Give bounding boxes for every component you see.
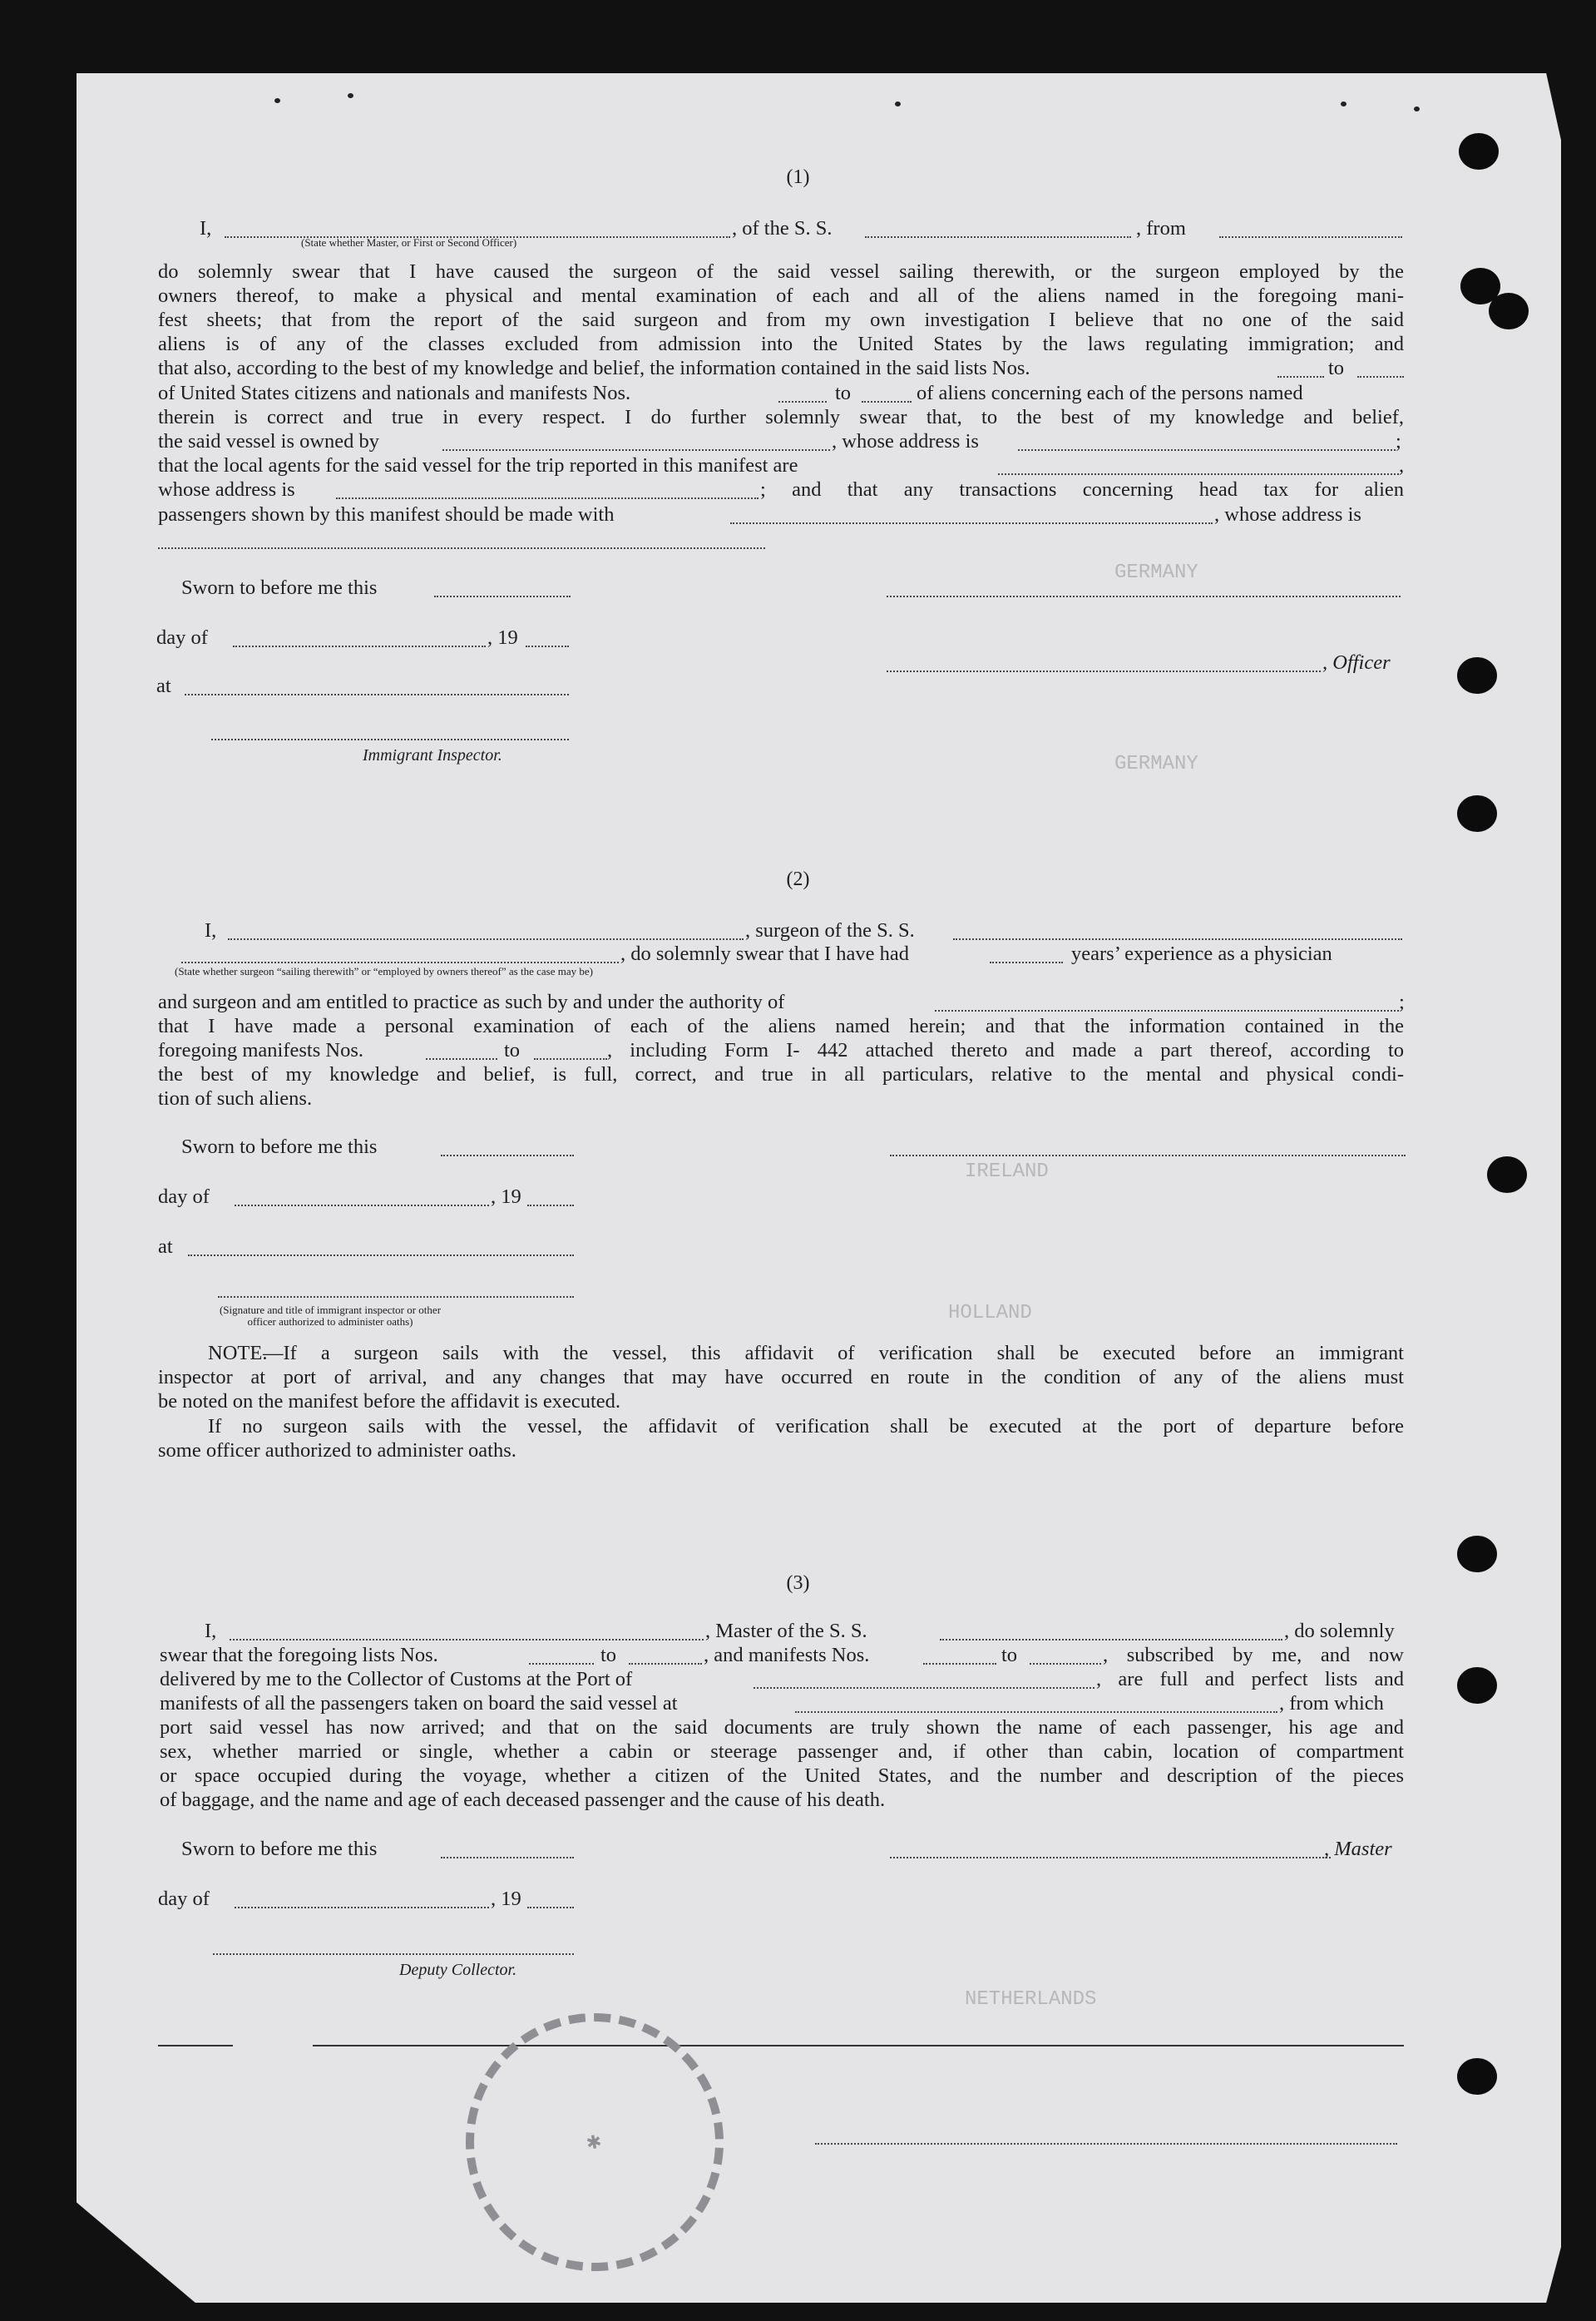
s1-officer-signature-field[interactable] [887, 596, 1401, 597]
s3-master-name-field[interactable] [230, 1639, 704, 1641]
s3-to: to [600, 1644, 617, 1666]
s2-body-line: and surgeon and am entitled to practice as such by and under the authority of [158, 991, 785, 1013]
s1-from-field[interactable] [1219, 236, 1402, 238]
s2-officer-signature-field[interactable] [218, 1296, 574, 1298]
s3-manifests: , and manifests Nos. [704, 1644, 870, 1666]
bleed-through-text: GERMANY [1114, 562, 1198, 584]
s1-head-tax-party-field[interactable] [730, 522, 1213, 524]
s3-master-signature-field[interactable] [890, 1857, 1331, 1858]
s1-day-field[interactable] [233, 646, 486, 647]
s3-subscribed: , subscribed by me, and now [1103, 1644, 1404, 1666]
bleed-through-text: IRELAND [965, 1160, 1049, 1183]
s3-collector-signature-field[interactable] [213, 1953, 574, 1955]
s2-note-line: be noted on the manifest before the affidavit is executed. [158, 1390, 621, 1413]
s2-i: I, [205, 919, 217, 942]
s3-collector: Deputy Collector. [399, 1961, 517, 1979]
s2-surgeon-status-field[interactable] [181, 962, 619, 963]
s1-head-tax: ; and that any transactions concerning head tax for alien [760, 478, 1404, 501]
bottom-dotted-line [815, 2143, 1397, 2145]
s3-body-line: of baggage, and the name and age of each deceased passenger and the cause of his death. [160, 1789, 886, 1811]
s1-vessel-field[interactable] [865, 236, 1131, 238]
s2-year-field[interactable] [527, 1205, 574, 1206]
s3-day-field[interactable] [235, 1907, 489, 1908]
s1-day-of: day of [156, 626, 208, 649]
s1-sworn-date-field[interactable] [434, 596, 571, 597]
s2-sworn-date-field[interactable] [441, 1155, 574, 1156]
punch-hole [1487, 1156, 1527, 1193]
s1-i: I, [200, 217, 212, 240]
s1-from: , from [1136, 217, 1186, 240]
s2-note2-line: some officer authorized to administer oaths. [158, 1439, 516, 1462]
s1-body-line: owners thereof, to make a physical and mental examination of each and all of the aliens named in the foregoing mani- [158, 285, 1404, 307]
s1-body-line: do solemnly swear that I have caused the surgeon of the said vessel sailing therewith, or the surgeon employed by the [158, 260, 1404, 283]
s2-surgeon-signature-field[interactable] [890, 1155, 1406, 1156]
s1-lists-from-field[interactable] [1277, 376, 1324, 378]
s3-full-perfect: , are full and perfect lists and [1096, 1668, 1404, 1690]
s1-agents-field[interactable] [998, 473, 1399, 475]
s1-manifests-from-field[interactable] [778, 401, 827, 403]
s3-body-line: sex, whether married or single, whether a cabin or steerage passenger and, if other than cabin, location of compartment [160, 1740, 1404, 1763]
s2-sworn: Sworn to before me this [181, 1136, 378, 1158]
s3-master-of-ss: , Master of the S. S. [705, 1620, 867, 1642]
s1-agents-address-field[interactable] [336, 497, 758, 499]
s1-to: to [1328, 357, 1345, 379]
s2-surgeon-note: (State whether surgeon “sailing therewith” or “employed by owners thereof” as the case may be) [175, 965, 593, 977]
speck [348, 93, 353, 98]
s1-of-ss: , of the S. S. [732, 217, 833, 240]
s1-officer: , Officer [1322, 651, 1391, 674]
section-3-heading: (3) [786, 1572, 810, 1594]
s3-vessel-field[interactable] [940, 1639, 1282, 1641]
s1-inspector: Immigrant Inspector. [363, 746, 502, 765]
s2-note-label: NOTE. [208, 1342, 268, 1364]
s1-body-line: fest sheets; that from the report of the said surgeon and from my own investigation I believe that no one of the said [158, 309, 1404, 331]
s1-body-line: that also, according to the best of my knowledge and belief, the information contained in the said lists Nos. [158, 357, 1030, 379]
s1-head-tax-address-field[interactable] [158, 547, 765, 549]
s2-years: years’ experience as a physician [1071, 943, 1332, 965]
bleed-through-text: HOLLAND [948, 1302, 1032, 1324]
punch-hole [1457, 2058, 1497, 2095]
s3-i: I, [205, 1620, 217, 1642]
port-stamp: ✱ [429, 1977, 759, 2307]
s1-owner-field[interactable] [442, 449, 830, 451]
s2-day-field[interactable] [235, 1205, 489, 1206]
s1-semicolon: ; [1396, 430, 1401, 453]
s1-at: at [156, 675, 171, 697]
speck [1414, 106, 1420, 111]
s1-year-field[interactable] [526, 646, 569, 647]
s2-year: , 19 [491, 1185, 521, 1208]
s3-day-of: day of [158, 1888, 210, 1910]
s2-semicolon: ; [1399, 991, 1405, 1013]
s1-manifests-to-field[interactable] [862, 401, 912, 403]
s3-body-line: or space occupied during the voyage, whether a citizen of the United States, and the number and description of the pieces [160, 1764, 1404, 1787]
s3-year: , 19 [491, 1888, 521, 1910]
bottom-rule [158, 2045, 233, 2046]
punch-hole [1457, 1667, 1497, 1704]
s3-sworn-date-field[interactable] [441, 1857, 574, 1858]
s2-body-line: tion of such aliens. [158, 1087, 313, 1110]
s1-body-line: therein is correct and true in every respect. I do further solemnly swear that, to the best of my knowledge and belief, [158, 406, 1404, 428]
speck [1341, 101, 1346, 106]
bleed-through-text: NETHERLANDS [965, 1988, 1097, 2011]
s2-surgeon-name-field[interactable] [228, 938, 744, 940]
s1-body-line: of United States citizens and nationals and manifests Nos. [158, 382, 631, 404]
s2-signature-note: (Signature and title of immigrant inspector or other officer authorized to administer oaths) [219, 1304, 442, 1328]
punch-hole [1457, 795, 1497, 832]
s1-owner-address-field[interactable] [1018, 449, 1396, 451]
s1-body-line: whose address is [158, 478, 295, 501]
punch-hole [1457, 1536, 1497, 1572]
s2-to: to [504, 1039, 521, 1062]
s3-sworn: Sworn to before me this [181, 1838, 378, 1860]
s3-year-field[interactable] [527, 1907, 574, 1908]
s1-inspector-signature-field[interactable] [211, 739, 569, 740]
bleed-through-text: GERMANY [1114, 753, 1198, 775]
punch-hole [1459, 133, 1499, 170]
s3-body-line: port said vessel has now arrived; and that on the said documents are truly shown the name of each passenger, his age and [160, 1716, 1404, 1739]
s3-lists: swear that the foregoing lists Nos. [160, 1644, 438, 1666]
s3-lists-to-field[interactable] [629, 1663, 702, 1665]
s2-body-line: that I have made a personal examination of each of the aliens named herein; and that the information contained in the [158, 1015, 1404, 1037]
s2-manifests-from-field[interactable] [426, 1058, 497, 1060]
s2-at-field[interactable] [188, 1255, 574, 1256]
s1-to: to [835, 382, 852, 404]
s1-comma: , [1399, 454, 1405, 477]
s1-whose-address-2: , whose address is [1214, 503, 1361, 526]
section-2-heading: (2) [786, 869, 810, 890]
s1-body-line: aliens is of any of the classes excluded from admission into the United States by the laws regulating immigration; and [158, 333, 1404, 355]
s3-from-which: , from which [1279, 1692, 1384, 1715]
s1-year: , 19 [487, 626, 518, 649]
s2-day-of: day of [158, 1185, 210, 1208]
s3-master: , Master [1324, 1838, 1392, 1860]
s2-form-text: , including Form I- 442 attached thereto and made a part thereof, according to [607, 1039, 1404, 1062]
s2-body-line: the best of my knowledge and belief, is full, correct, and true in all particulars, relative to the mental and physical condi- [158, 1063, 1404, 1086]
s1-body-line: passengers shown by this manifest should be made with [158, 503, 615, 526]
bottom-rule [313, 2045, 1404, 2046]
s1-body-line: that the local agents for the said vessel for the trip reported in this manifest are [158, 454, 798, 477]
punch-hole [1457, 657, 1497, 694]
s1-of-aliens: of aliens concerning each of the persons named [917, 382, 1303, 404]
s3-to-2: to [1001, 1644, 1018, 1666]
s1-at-field[interactable] [185, 694, 569, 695]
s1-whose-address: , whose address is [832, 430, 979, 453]
s2-surgeon-of-ss: , surgeon of the S. S. [745, 919, 915, 942]
s1-body-line: the said vessel is owned by [158, 430, 380, 453]
s2-authority-field[interactable] [935, 1010, 1399, 1012]
s2-note2-line: If no surgeon sails with the vessel, the affidavit of verification shall be executed at the port of departure before [208, 1415, 1404, 1438]
s2-body-line: foregoing manifests Nos. [158, 1039, 363, 1062]
s2-note-line: —If a surgeon sails with the vessel, this affidavit of verification shall be executed before an immigrant [263, 1342, 1404, 1364]
s1-officer-title-field[interactable] [887, 671, 1321, 672]
s2-years-field[interactable] [990, 962, 1063, 963]
s2-vessel-field[interactable] [953, 938, 1402, 940]
speck [274, 98, 280, 103]
speck [895, 101, 901, 106]
s2-at: at [158, 1235, 173, 1258]
s2-swear: , do solemnly swear that I have had [620, 943, 909, 965]
s3-delivered: delivered by me to the Collector of Customs at the Port of [160, 1668, 633, 1690]
s3-manifests-from-field[interactable] [923, 1663, 996, 1665]
s1-officer-note: (State whether Master, or First or Second Officer) [301, 236, 517, 249]
s3-lists-from-field[interactable] [529, 1663, 594, 1665]
s3-do-solemnly: , do solemnly [1284, 1620, 1395, 1642]
s1-lists-to-field[interactable] [1357, 376, 1404, 378]
punch-hole [1489, 293, 1529, 329]
s2-note-line: inspector at port of arrival, and any changes that may have occurred en route in the condition of any of the aliens must [158, 1366, 1404, 1388]
s1-sworn: Sworn to before me this [181, 577, 378, 599]
section-1-heading: (1) [786, 166, 810, 188]
s2-manifests-to-field[interactable] [534, 1058, 607, 1060]
s3-port-field[interactable] [754, 1687, 1094, 1689]
s3-manifests-to-field[interactable] [1030, 1663, 1101, 1665]
s3-manifests-of: manifests of all the passengers taken on board the said vessel at [160, 1692, 678, 1715]
s3-departure-port-field[interactable] [795, 1711, 1277, 1713]
